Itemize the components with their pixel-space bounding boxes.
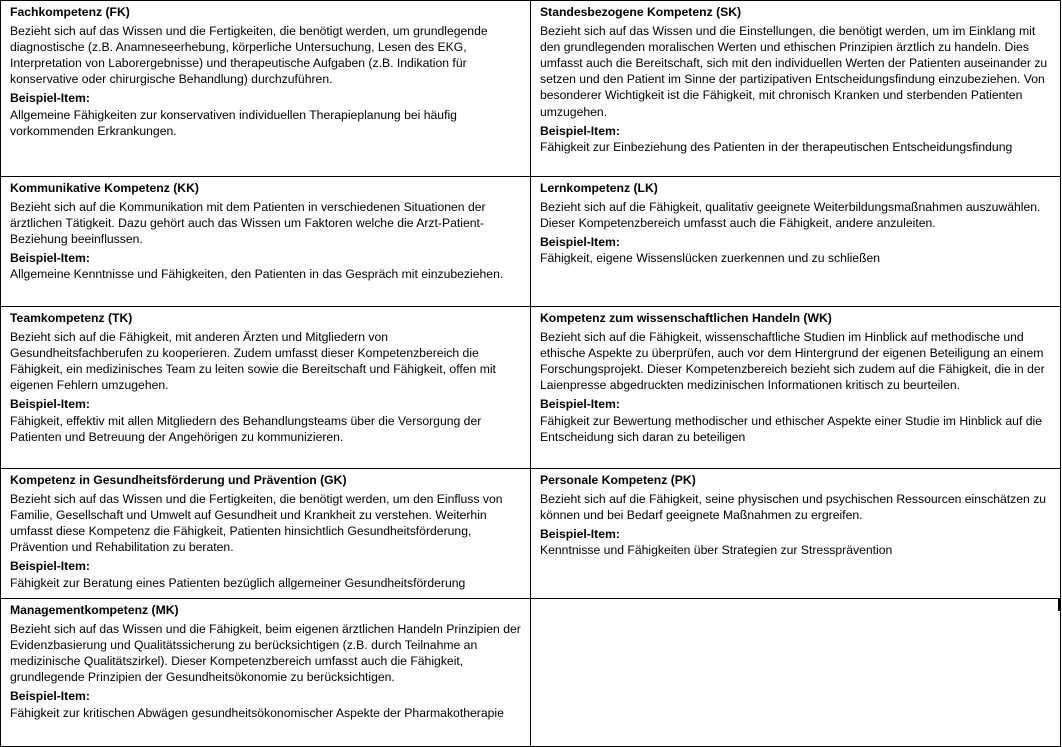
competency-description: Bezieht sich auf das Wissen und die Fähigkeit, beim eigenen ärztlichen Handeln Prinzipien der Evidenzbasierung und Qualitätssicherung zu berücksichtigen (z.B. durch Teilnahme an medizinische Qualitätszirkel). Dieser Kompetenzbereich umfasst auch die Fähigkeit, grundlegende Prinzipien der Gesundheitsökonomie zu berücksichtigen. — [10, 622, 521, 685]
example-item: Fähigkeit zur Einbeziehung des Patienten in der therapeutischen Entscheidungsfindung — [540, 139, 1013, 154]
competency-title: Kommunikative Kompetenz (KK) — [10, 181, 199, 195]
competency-cell-kk — [1, 177, 531, 307]
competency-description: Bezieht sich auf die Fähigkeit, seine physischen und psychischen Ressourcen einschätzen zu können und bei Bedarf geeignete Maßnahmen zu ergreifen. — [540, 492, 1047, 523]
competency-title: Personale Kompetenz (PK) — [540, 473, 696, 487]
competency-cell-lk — [531, 177, 1061, 307]
competency-title: Kompetenz in Gesundheitsförderung und Prävention (GK) — [10, 473, 347, 487]
table-row — [1, 177, 1061, 307]
example-item: Fähigkeit zur kritischen Abwägen gesundheitsökonomischer Aspekte der Pharmakotherapie — [10, 705, 504, 720]
competency-title: Fachkompetenz (FK) — [10, 5, 130, 19]
competency-description: Bezieht sich auf die Kommunikation mit dem Patienten in verschiedenen Situationen der ärztlichen Tätigkeit. Dazu gehört auch das Wissen um Faktoren welche die Arzt-Patient-Beziehung beeinflussen. — [10, 200, 486, 247]
example-label: Beispiel-Item: — [10, 689, 90, 704]
example-label: Beispiel-Item: — [10, 91, 90, 106]
competency-description: Bezieht sich auf das Wissen und die Fertigkeiten, die benötigt werden, um den Einfluss von Familie, Gesellschaft und Umwelt auf Gesundheit und Krankheit zu verstehen. Weiterhin umfasst diese Kompetenz die Fähigkeit, Patienten hinsichtlich Gesundheitsförderung, Prävention und Rehabilitation zu beraten. — [10, 492, 503, 555]
example-label: Beispiel-Item: — [540, 527, 620, 542]
competency-description: Bezieht sich auf das Wissen und die Fertigkeiten, die benötigt werden, um grundlegende diagnostische (z.B. Anamneseerhebung, körperliche Untersuchung, Lesen des EKG, Interpretation von Laborergebnisse) und therapeutische Aufgaben (z.B. Indikation für konservative oder chirurgische Behandlung) durchzuführen. — [10, 24, 488, 87]
example-item: Fähigkeit, eigene Wissenslücken zuerkennen und zu schließen — [540, 251, 881, 266]
competency-cell-sk — [531, 1, 1061, 177]
example-item: Fähigkeit, effektiv mit allen Mitgliedern des Behandlungsteams über die Versorgung der Patienten und Betreuung der Angehörigen zu kommunizieren. — [10, 413, 482, 444]
competency-title: Teamkompetenz (TK) — [10, 311, 133, 325]
example-item: Fähigkeit zur Bewertung methodischer und ethischer Aspekte einer Studie im Hinblick auf die Entscheidung sich daran zu beteiligen — [540, 413, 1042, 444]
example-item: Allgemeine Fähigkeiten zur konservativen individuellen Therapieplanung bei häufig vorkommenden Erkrankungen. — [10, 107, 457, 138]
empty-cell — [531, 599, 1061, 747]
example-item: Fähigkeit zur Beratung eines Patienten bezüglich allgemeiner Gesundheitsförderung — [10, 575, 466, 590]
example-label: Beispiel-Item: — [10, 559, 90, 574]
example-label: Beispiel-Item: — [10, 251, 90, 266]
table-row — [1, 1, 1061, 177]
example-label: Beispiel-Item: — [540, 235, 620, 250]
example-label: Beispiel-Item: — [540, 123, 620, 138]
table-row — [1, 307, 1061, 469]
competency-description: Bezieht sich auf die Fähigkeit, qualitativ geeignete Weiterbildungsmaßnahmen auszuwählen. Dieser Kompetenzbereich umfasst auch die Fähigkeit, andere anzuleiten. — [540, 200, 1041, 231]
competency-description: Bezieht sich auf die Fähigkeit, mit anderen Ärzten und Mitgliedern von Gesundheitsfachberufen zu kooperieren. Zudem umfasst dieser Kompetenzbereich die Fähigkeit, ein medizinisches Team zu leiten sowie die Bereitschaft und Fähigkeit, offen mit eigenen Fehlern umzugehen. — [10, 330, 496, 393]
competency-description: Bezieht sich auf das Wissen und die Einstellungen, die benötigt werden, um im Einklang mit den grundlegenden moralischen Werten und ethischen Prinzipien ärztlich zu handeln. Dies umfasst auch die Bereitschaft, sich mit den individuellen Werten der Patienten auseinander zu setzen und den Patient im Sinne der partizipativen Entscheidungsfindung einzubeziehen. Von besonderer Wichtigkeit ist die Fähigkeit, mit chronisch Kranken und sterbenden Patienten umzugehen. — [540, 24, 1048, 119]
competency-cell-pk — [531, 469, 1061, 599]
competency-cell-wk — [531, 307, 1061, 469]
competency-title: Kompetenz zum wissenschaftlichen Handeln (WK) — [540, 311, 832, 325]
competency-title: Managementkompetenz (MK) — [10, 603, 179, 617]
competency-cell-gk — [1, 469, 531, 599]
table-row — [1, 599, 1061, 747]
example-item: Allgemeine Kenntnisse und Fähigkeiten, den Patienten in das Gespräch mit einzubeziehen. — [10, 267, 504, 282]
competency-cell-fk — [1, 1, 531, 177]
competency-cell-mk — [1, 599, 531, 747]
competency-title: Lernkompetenz (LK) — [540, 181, 658, 195]
competency-cell-tk — [1, 307, 531, 469]
competency-title: Standesbezogene Kompetenz (SK) — [540, 5, 742, 19]
table-row — [1, 469, 1061, 599]
edge-marker — [1058, 598, 1060, 611]
example-item: Kenntnisse und Fähigkeiten über Strategien zur Stressprävention — [540, 543, 893, 558]
example-label: Beispiel-Item: — [540, 397, 620, 412]
competency-description: Bezieht sich auf die Fähigkeit, wissenschaftliche Studien im Hinblick auf methodische und ethische Aspekte zu überprüfen, auch vor dem Hintergrund der eigenen Beteiligung an einem Forschungsprojekt. Dieser Kompetenzbereich bezieht sich zudem auf die Fähigkeit, die in der Laienpresse abgedruckten medizinischen Informationen kritisch zu beurteilen. — [540, 330, 1045, 393]
example-label: Beispiel-Item: — [10, 397, 90, 412]
